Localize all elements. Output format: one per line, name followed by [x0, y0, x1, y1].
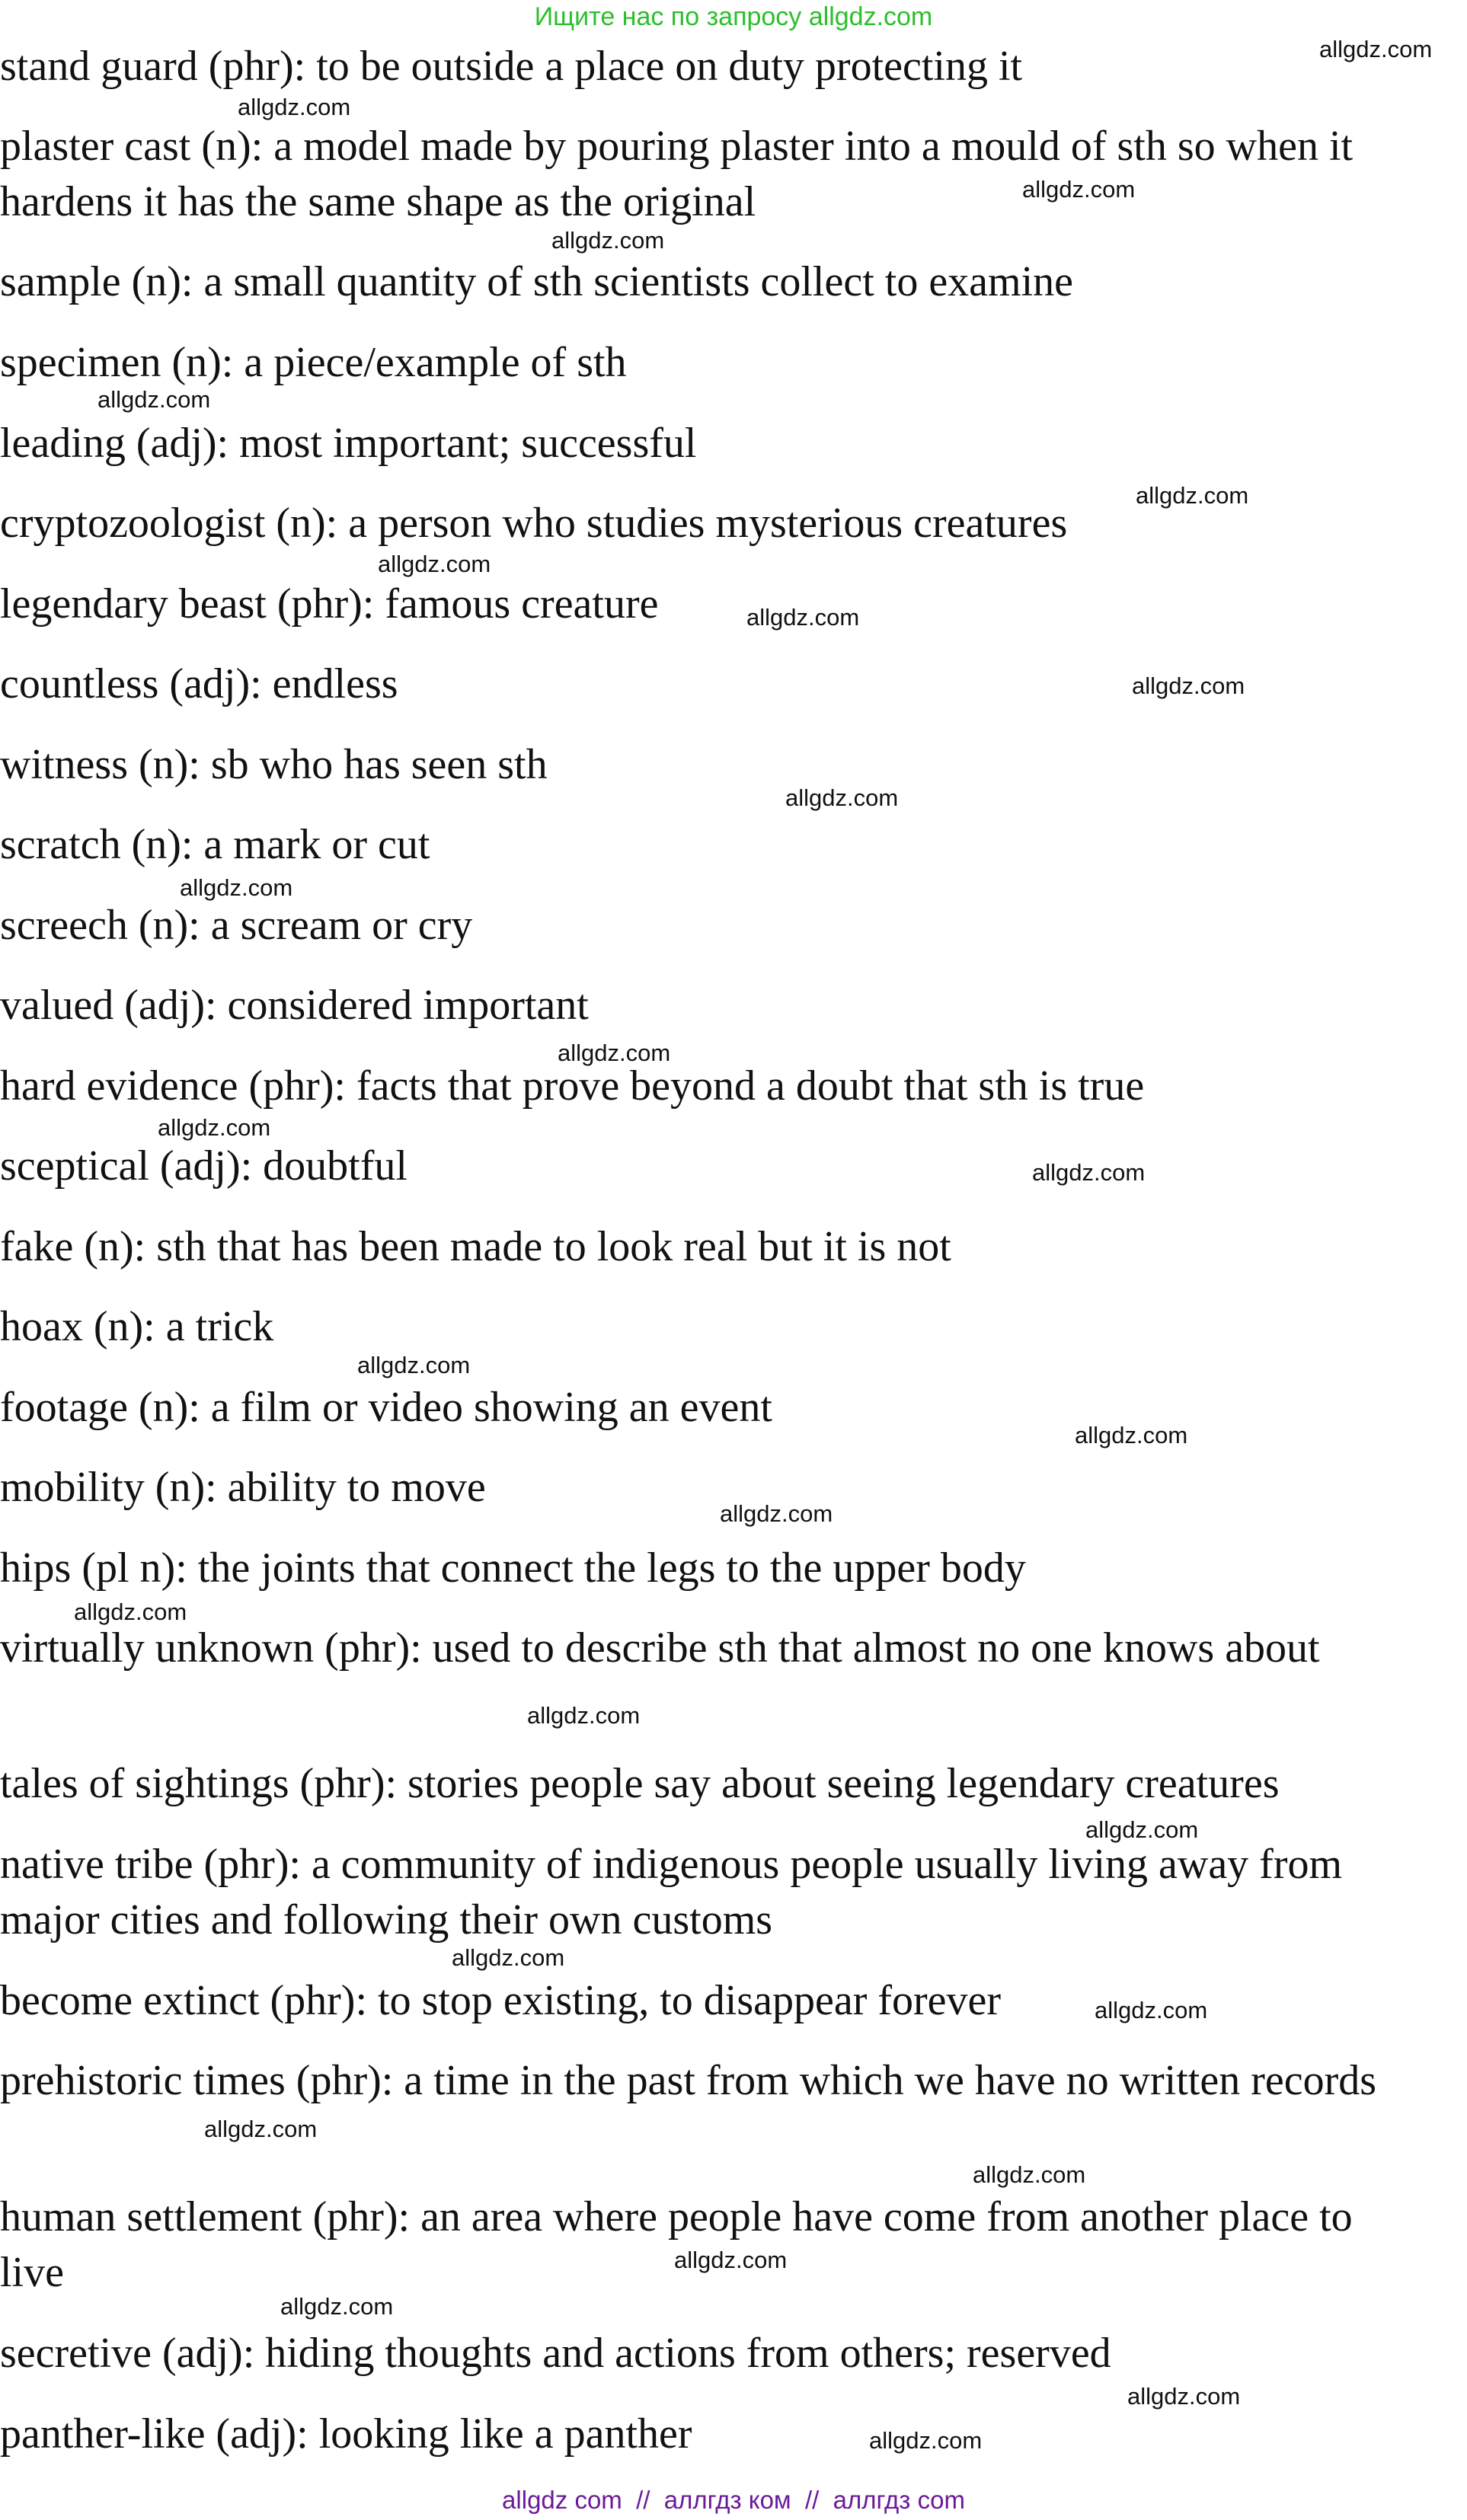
- vocab-entry: footage (n): a film or video showing an event: [0, 1384, 772, 1431]
- watermark-text: allgdz.com: [1022, 176, 1136, 203]
- vocab-entry: sceptical (adj): doubtful: [0, 1142, 408, 1190]
- vocab-entry: become extinct (phr): to stop existing, to disappear forever: [0, 1977, 1002, 2024]
- watermark-text: allgdz.com: [1132, 672, 1245, 699]
- vocab-entry: specimen (n): a piece/example of sth: [0, 339, 627, 386]
- watermark-text: allgdz.com: [674, 2247, 788, 2273]
- vocab-entry: plaster cast (n): a model made by pouring plaster into a mould of sth so when it hardens it has the same shape as the original: [0, 123, 1354, 225]
- watermark-text: allgdz.com: [527, 1702, 641, 1729]
- watermark-text: allgdz.com: [97, 386, 211, 413]
- watermark-text: allgdz.com: [1127, 2383, 1241, 2410]
- vocab-entry: sample (n): a small quantity of sth scientists collect to examine: [0, 258, 1073, 305]
- vocab-entry: leading (adj): most important; successful: [0, 420, 697, 467]
- watermark-text: allgdz.com: [180, 874, 293, 901]
- vocab-entry: hoax (n): a trick: [0, 1303, 274, 1350]
- watermark-text: allgdz.com: [720, 1500, 833, 1527]
- watermark-text: allgdz.com: [973, 2161, 1086, 2188]
- vocab-entry: cryptozoologist (n): a person who studies mysterious creatures: [0, 500, 1068, 547]
- watermark-text: allgdz.com: [1075, 1422, 1188, 1448]
- vocab-entry: virtually unknown (phr): used to describe sth that almost no one knows about: [0, 1624, 1320, 1672]
- vocab-entry: tales of sightings (phr): stories people say about seeing legendary creatures: [0, 1760, 1280, 1807]
- watermark-text: allgdz.com: [746, 604, 860, 631]
- watermark-text: allgdz.com: [1085, 1816, 1199, 1843]
- watermark-text: allgdz.com: [1319, 36, 1433, 62]
- vocab-entry: witness (n): sb who has seen sth: [0, 741, 548, 788]
- watermark-text: allgdz.com: [357, 1352, 471, 1378]
- watermark-text: allgdz.com: [558, 1040, 671, 1066]
- vocab-entry: stand guard (phr): to be outside a place on duty protecting it: [0, 43, 1023, 90]
- watermark-text: allgdz.com: [74, 1599, 187, 1625]
- watermark-text: allgdz.com: [238, 94, 351, 120]
- vocab-entry: human settlement (phr): an area where people have come from another place to live: [0, 2193, 1353, 2296]
- watermark-text: allgdz.com: [378, 551, 491, 577]
- watermark-text: allgdz.com: [1032, 1159, 1146, 1186]
- vocab-entry: screech (n): a scream or cry: [0, 902, 473, 949]
- vocab-entry: prehistoric times (phr): a time in the past from which we have no written records: [0, 2057, 1377, 2104]
- vocab-entry: secretive (adj): hiding thoughts and actions from others; reserved: [0, 2330, 1111, 2377]
- watermark-text: allgdz.com: [1136, 482, 1249, 509]
- vocab-entry: fake (n): sth that has been made to look real but it is not: [0, 1223, 951, 1270]
- footer-links: allgdz com // аллгдз ком // аллгдз com: [502, 2486, 965, 2514]
- watermark-text: allgdz.com: [280, 2293, 394, 2320]
- watermark-text: allgdz.com: [158, 1114, 271, 1141]
- watermark-text: allgdz.com: [785, 784, 899, 811]
- watermark-text: allgdz.com: [452, 1944, 565, 1971]
- vocab-entry: legendary beast (phr): famous creature: [0, 580, 659, 628]
- top-banner: Ищите нас по запросу allgdz.com: [534, 2, 933, 31]
- vocab-entry: hard evidence (phr): facts that prove beyond a doubt that sth is true: [0, 1062, 1145, 1110]
- watermark-text: allgdz.com: [1095, 1997, 1208, 2023]
- watermark-text: allgdz.com: [204, 2116, 318, 2142]
- vocab-entry: panther-like (adj): looking like a panther: [0, 2410, 692, 2458]
- vocab-entry: mobility (n): ability to move: [0, 1464, 486, 1511]
- watermark-text: allgdz.com: [869, 2427, 983, 2454]
- vocab-entry: countless (adj): endless: [0, 660, 398, 707]
- vocab-entry: valued (adj): considered important: [0, 982, 589, 1029]
- vocab-entry: native tribe (phr): a community of indigenous people usually living away from major cities and following their own customs: [0, 1841, 1343, 1943]
- vocab-entry: scratch (n): a mark or cut: [0, 821, 430, 868]
- vocab-entry: hips (pl n): the joints that connect the legs to the upper body: [0, 1544, 1026, 1592]
- watermark-text: allgdz.com: [551, 227, 665, 254]
